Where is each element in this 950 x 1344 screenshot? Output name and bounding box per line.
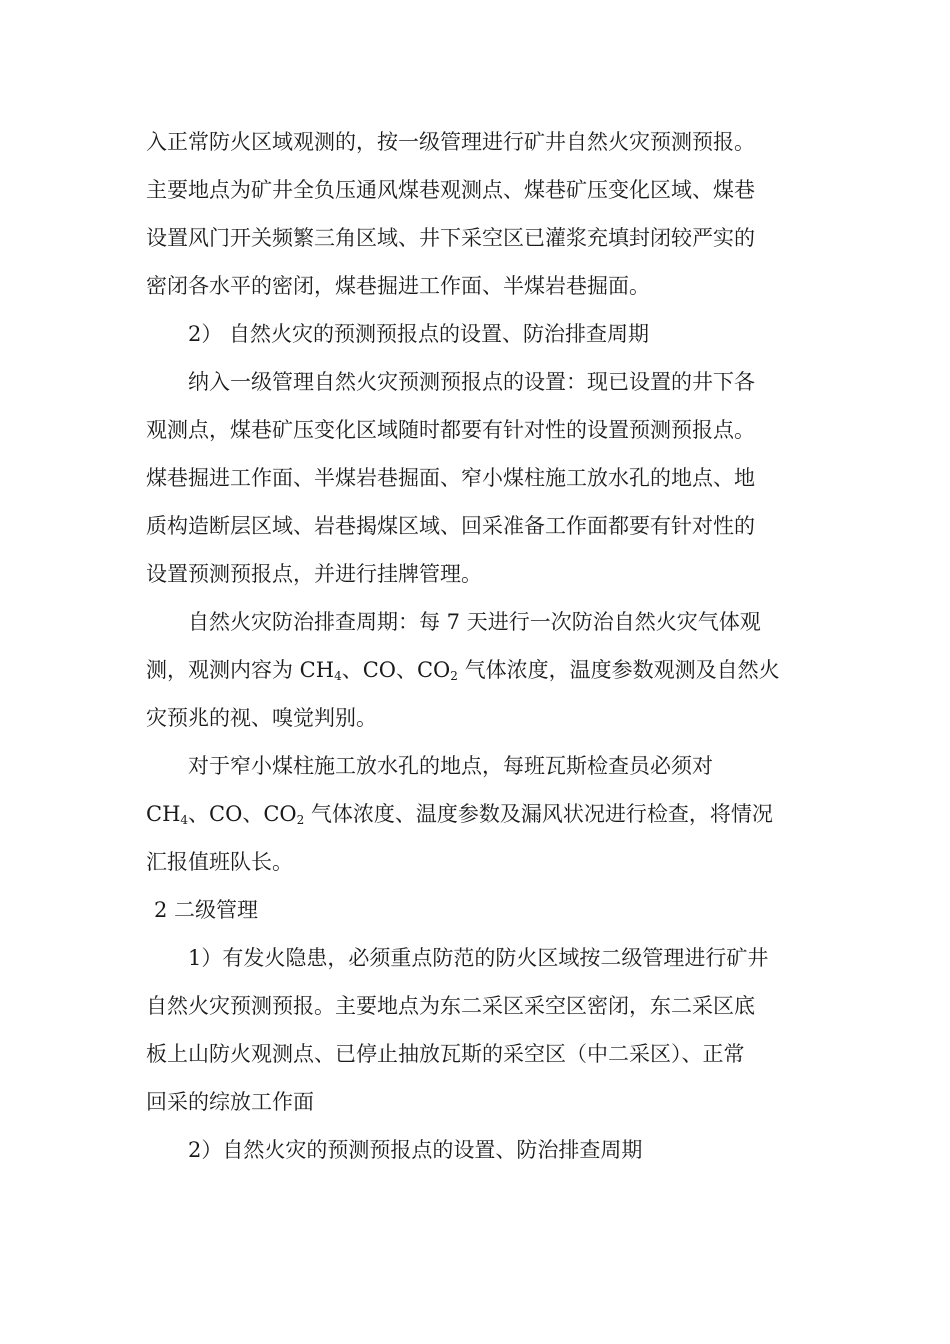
text-run: 气体浓度、温度参数及漏风状况进行检查，将情况 (304, 802, 773, 826)
paragraph-line: 汇报值班队长。 (146, 850, 293, 874)
paragraph-line (146, 646, 806, 694)
document-body (146, 118, 806, 1174)
paragraph-line: 质构造断层区域、岩巷揭煤区域、回采准备工作面都要有针对性的 (146, 514, 755, 538)
paragraph-line: 纳入一级管理自然火灾预测预报点的设置：现已设置的井下各 (188, 370, 755, 394)
paragraph-line: 煤巷掘进工作面、半煤岩巷掘面、窄小煤柱施工放水孔的地点、地 (146, 466, 755, 490)
subscript: 2 (296, 813, 305, 827)
text-run: 、CO、CO (341, 658, 451, 682)
paragraph-line: 入正常防火区域观测的，按一级管理进行矿井自然火灾预测预报。 (146, 130, 755, 154)
text-run: 测，观测内容为 CH (146, 658, 335, 682)
paragraph-line: 自然火灾预测预报。主要地点为东二采区采空区密闭，东二采区底 (146, 994, 755, 1018)
section-heading: 2）自然火灾的预测预报点的设置、防治排查周期 (188, 1138, 643, 1162)
paragraph-line: 主要地点为矿井全负压通风煤巷观测点、煤巷矿压变化区域、煤巷 (146, 178, 755, 202)
paragraph-line: 设置风门开关频繁三角区域、井下采空区已灌浆充填封闭较严实的 (146, 226, 755, 250)
paragraph-line: 观测点，煤巷矿压变化区域随时都要有针对性的设置预测预报点。 (146, 418, 755, 442)
paragraph-line: 对于窄小煤柱施工放水孔的地点，每班瓦斯检查员必须对 (188, 754, 713, 778)
subscript: 2 (450, 669, 458, 683)
paragraph-line: 1）有发火隐患，必须重点防范的防火区域按二级管理进行矿井 (188, 946, 769, 970)
paragraph-line: 设置预测预报点，并进行挂牌管理。 (146, 562, 482, 586)
section-heading: 2） 自然火灾的预测预报点的设置、防治排查周期 (188, 322, 650, 346)
paragraph-line (146, 790, 806, 838)
paragraph-line: 密闭各水平的密闭，煤巷掘进工作面、半煤岩巷掘面。 (146, 274, 650, 298)
subscript: 4 (180, 813, 189, 827)
paragraph-line: 板上山防火观测点、已停止抽放瓦斯的采空区（中二采区）、正常 (146, 1042, 745, 1066)
section-heading: 2 二级管理 (154, 898, 259, 922)
paragraph-line: 灾预兆的视、嗅觉判别。 (146, 706, 377, 730)
text-run: 、CO、CO (188, 802, 297, 826)
subscript: 4 (334, 669, 342, 683)
text-run: CH (146, 802, 181, 826)
text-run: 气体浓度，温度参数观测及自然火 (457, 658, 780, 682)
paragraph-line: 自然火灾防治排查周期：每 7 天进行一次防治自然火灾气体观 (188, 610, 761, 634)
paragraph-line: 回采的综放工作面 (146, 1090, 314, 1114)
